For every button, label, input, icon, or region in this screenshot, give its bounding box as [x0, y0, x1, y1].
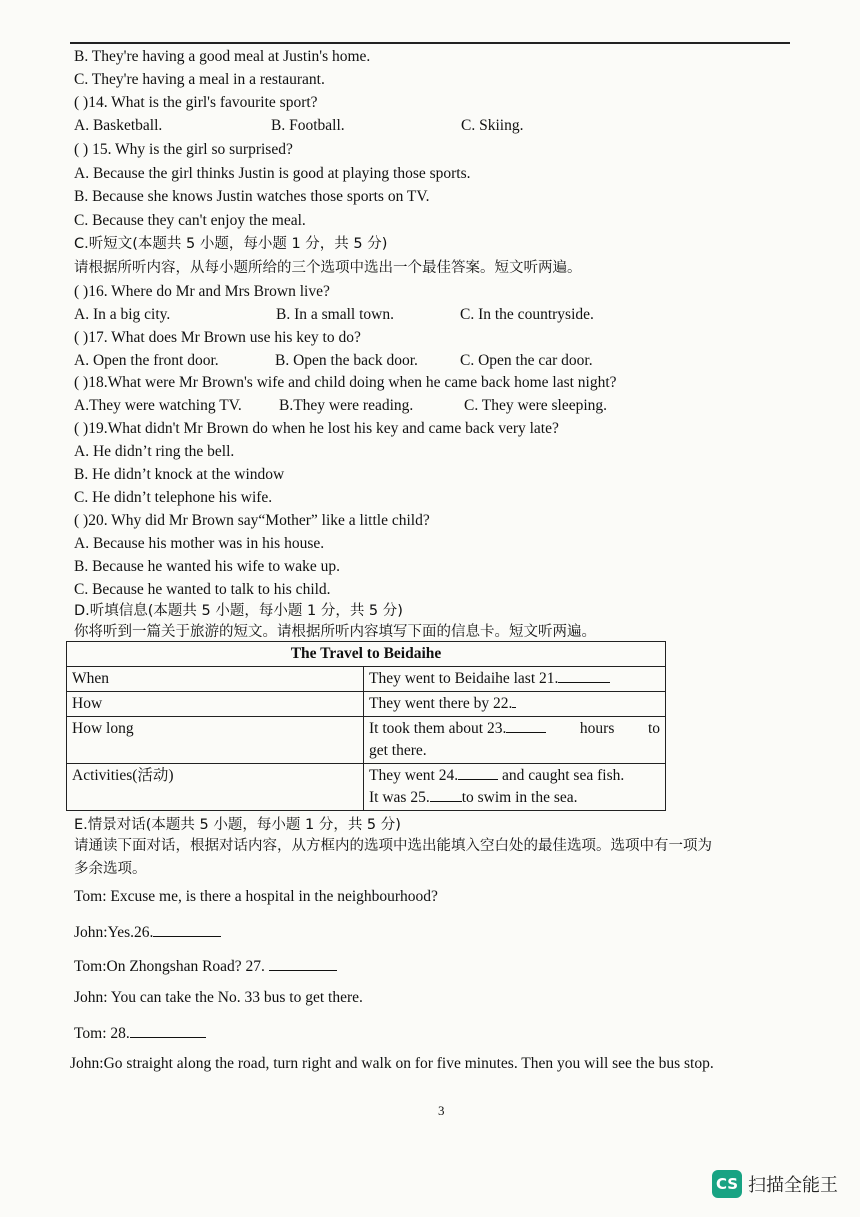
row-value-how: They went there by 22. — [364, 692, 666, 717]
option-17c: C. Open the car door. — [460, 352, 593, 369]
question-18: ( )18.What were Mr Brown's wife and child doing when he came back home last night? — [74, 374, 617, 391]
question-14: ( )14. What is the girl's favourite sport? — [74, 94, 318, 111]
option-16a: A. In a big city. — [74, 306, 171, 323]
row-label-how: How — [67, 692, 364, 717]
option-15c: C. Because they can't enjoy the meal. — [74, 212, 306, 229]
row-value-activities: They went 24. and caught sea fish. It was 25. to swim in the sea. — [364, 764, 666, 811]
option-15b: B. Because she knows Justin watches those sports on TV. — [74, 188, 430, 205]
blank-26 — [153, 922, 221, 937]
dialog-line-4: John: You can take the No. 33 bus to get there. — [74, 989, 363, 1006]
question-17: ( )17. What does Mr Brown use his key to do? — [74, 329, 361, 346]
section-c-heading: C.听短文(本题共 5 小题，每小题 1 分，共 5 分) — [74, 236, 388, 252]
camscanner-logo-icon: CS — [712, 1170, 742, 1198]
row-label-when: When — [67, 667, 364, 692]
dialog-line-1: Tom: Excuse me, is there a hospital in the neighbourhood? — [74, 888, 438, 905]
dialog-line-3: Tom:On Zhongshan Road? 27. — [74, 956, 337, 977]
blank-24 — [458, 765, 498, 780]
row-label-how-long: How long — [67, 717, 364, 764]
page-number: 3 — [438, 1103, 445, 1118]
section-e-instruction-2: 多余选项。 — [74, 861, 147, 877]
question-19: ( )19.What didn't Mr Brown do when he lost his key and came back very late? — [74, 420, 559, 437]
option-c13: C. They're having a meal in a restaurant. — [74, 71, 325, 88]
watermark-text: 扫描全能王 — [748, 1175, 838, 1196]
table-row — [67, 667, 666, 692]
section-e-heading: E.情景对话(本题共 5 小题，每小题 1 分，共 5 分) — [74, 817, 401, 833]
section-d-heading: D.听填信息(本题共 5 小题，每小题 1 分，共 5 分) — [74, 603, 403, 619]
top-rule — [70, 42, 790, 44]
option-16b: B. In a small town. — [276, 306, 394, 323]
dialog-line-2: John:Yes.26. — [74, 922, 221, 943]
scanner-watermark — [712, 1168, 838, 1200]
option-19c: C. He didn’t telephone his wife. — [74, 489, 273, 506]
option-14c: C. Skiing. — [461, 117, 524, 134]
option-20a: A. Because his mother was in his house. — [74, 535, 325, 552]
travel-info-table — [66, 641, 666, 811]
section-e-instruction-1: 请通读下面对话，根据对话内容，从方框内的选项中选出能填入空白处的最佳选项。选项中有一项为 — [74, 838, 712, 854]
section-d-instruction: 你将听到一篇关于旅游的短文。请根据所听内容填写下面的信息卡。短文听两遍。 — [74, 624, 596, 640]
question-20: ( )20. Why did Mr Brown say“Mother” like a little child? — [74, 512, 430, 529]
blank-27 — [269, 956, 337, 971]
question-16: ( )16. Where do Mr and Mrs Brown live? — [74, 283, 330, 300]
option-20c: C. Because he wanted to talk to his child. — [74, 581, 331, 598]
row-value-how-long: It took them about 23. hours to get there. — [364, 717, 666, 764]
section-c-instruction: 请根据所听内容，从每小题所给的三个选项中选出一个最佳答案。短文听两遍。 — [74, 260, 582, 276]
blank-23 — [506, 718, 546, 733]
table-row — [67, 717, 666, 764]
option-20b: B. Because he wanted his wife to wake up. — [74, 558, 341, 575]
blank-21 — [558, 668, 610, 683]
row-value-when: They went to Beidaihe last 21. — [364, 667, 666, 692]
dialog-line-6: John:Go straight along the road, turn right and walk on for five minutes. Then you will see the bus stop. — [70, 1055, 714, 1072]
option-14a: A. Basketball. — [74, 117, 163, 134]
option-16c: C. In the countryside. — [460, 306, 594, 323]
option-19b: B. He didn’t knock at the window — [74, 466, 285, 483]
option-19a: A. He didn’t ring the bell. — [74, 443, 235, 460]
question-15: ( ) 15. Why is the girl so surprised? — [74, 141, 293, 158]
option-18b: B.They were reading. — [279, 397, 414, 414]
table-row — [67, 692, 666, 717]
blank-25 — [430, 787, 462, 802]
blank-28 — [130, 1023, 206, 1038]
row-label-activities: Activities(活动) — [67, 764, 364, 811]
table-row — [67, 764, 666, 811]
option-15a: A. Because the girl thinks Justin is good at playing those sports. — [74, 165, 471, 182]
option-17a: A. Open the front door. — [74, 352, 219, 369]
blank-22 — [512, 693, 516, 708]
dialog-line-5: Tom: 28. — [74, 1023, 206, 1044]
option-18c: C. They were sleeping. — [464, 397, 608, 414]
option-14b: B. Football. — [271, 117, 345, 134]
option-b13: B. They're having a good meal at Justin's home. — [74, 48, 371, 65]
option-17b: B. Open the back door. — [275, 352, 418, 369]
table-title: The Travel to Beidaihe — [67, 642, 666, 667]
option-18a: A.They were watching TV. — [74, 397, 242, 414]
